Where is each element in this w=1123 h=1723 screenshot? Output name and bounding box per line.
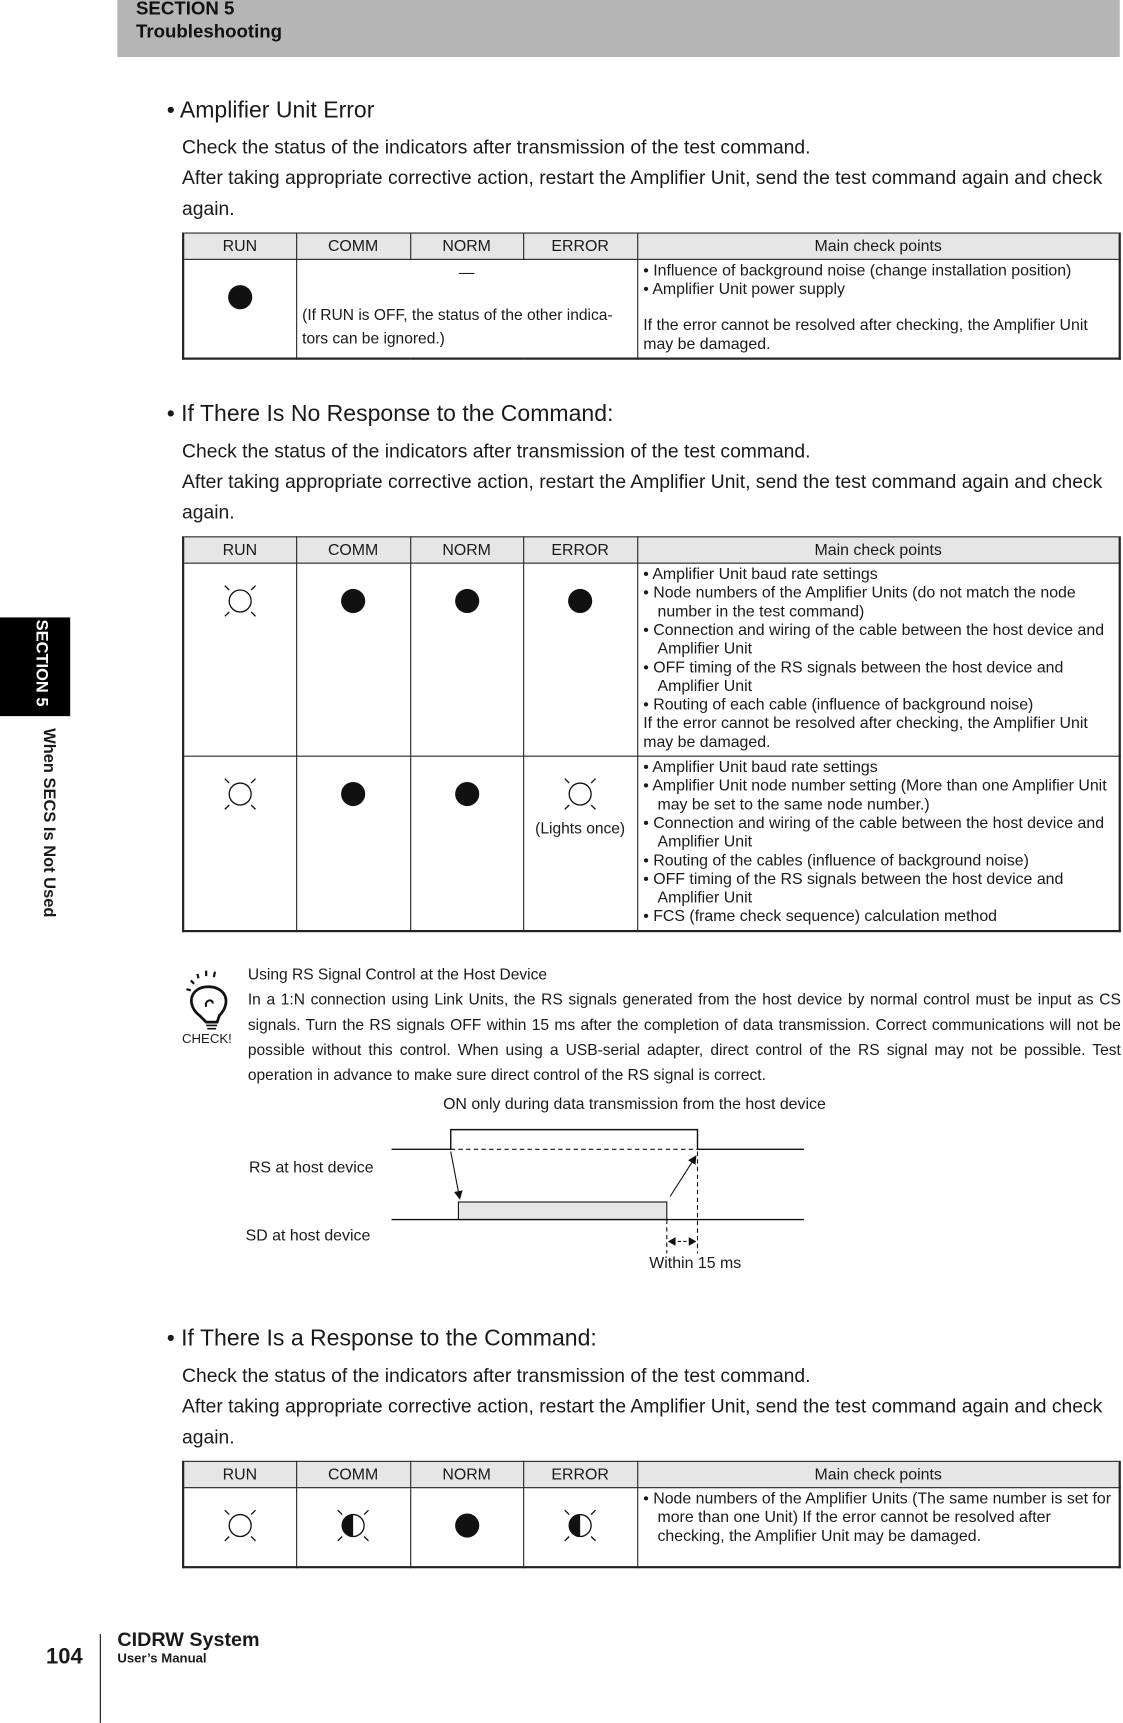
indicator-flash-icon <box>524 1488 637 1549</box>
column-header: ERROR <box>523 233 637 259</box>
indicator-off-icon <box>411 1488 523 1549</box>
comm-indicator-cell <box>296 1488 410 1567</box>
timing-label: Within 15 ms <box>649 1254 742 1273</box>
paragraph: After taking appropriate corrective action, restart the Amplifier Unit, send the test command again and check again. <box>182 470 1103 524</box>
check-point: • Amplifier Unit baud rate settings <box>643 566 1114 585</box>
indicator-on-icon <box>184 1488 295 1549</box>
check-point: • FCS (frame check sequence) calculation method <box>643 908 1114 927</box>
paragraph: After taking appropriate corrective action, restart the Amplifier Unit, send the test command again and check again. <box>182 166 1103 220</box>
note: (If RUN is OFF, the status of the other indica-tors can be ignored.) <box>302 307 613 348</box>
section-heading: • Amplifier Unit Error <box>166 97 375 123</box>
column-header: NORM <box>410 233 523 259</box>
check-points-cell <box>637 1488 1120 1567</box>
column-header: Main check points <box>637 1461 1120 1487</box>
paragraph: Check the status of the indicators after transmission of the test command. <box>182 439 811 462</box>
run-indicator-cell <box>183 1488 296 1567</box>
paragraph: Check the status of the indicators after transmission of the test command. <box>182 1364 811 1387</box>
rs-label: RS at host device <box>248 1159 374 1177</box>
arrow-start <box>451 1152 460 1198</box>
check-point: • OFF timing of the RS signals between the host device and Amplifier Unit <box>643 871 1114 908</box>
column-header: RUN <box>183 233 296 259</box>
table-row <box>183 1488 1120 1567</box>
check-point: • Node numbers of the Amplifier Units (The same number is set for more than one Unit) If the error cannot be resolved after checking, the Amplifier Unit may be damaged. <box>643 1490 1114 1546</box>
arrow-end <box>670 1157 695 1196</box>
side-tab-section: SECTION 5 <box>32 619 51 707</box>
check-point: • Routing of the cables (influence of background noise) <box>643 852 1114 871</box>
sd-signal <box>458 1202 666 1220</box>
side-tab-chapter: When SECS Is Not Used <box>39 728 59 918</box>
check-point: • OFF timing of the RS signals between the host device and Amplifier Unit <box>643 659 1114 696</box>
rs-signal <box>392 1130 804 1150</box>
column-header: Main check points <box>637 233 1120 259</box>
error-indicator-cell <box>523 1488 637 1567</box>
check-point: • Connection and wiring of the cable between the host device and Amplifier Unit <box>643 622 1114 659</box>
paragraph: After taking appropriate corrective action, restart the Amplifier Unit, send the test command again and check again. <box>182 1395 1103 1448</box>
section-heading: • If There Is No Response to the Command: <box>166 401 614 427</box>
check-icon-label: CHECK! <box>182 1030 232 1047</box>
paragraph: Check the status of the indicators after transmission of the test command. <box>182 135 811 158</box>
column-header: Main check points <box>637 537 1120 563</box>
check-point: • Amplifier Unit baud rate settings <box>643 759 1114 778</box>
check-title: Using RS Signal Control at the Host Device <box>247 966 548 984</box>
indicator-flash-icon <box>297 1488 410 1549</box>
column-header: RUN <box>183 1461 296 1487</box>
check-footer: If the error cannot be resolved after checking, the Amplifier Unit may be damaged. <box>643 316 1088 354</box>
check-footer: If the error cannot be resolved after checking, the Amplifier Unit may be damaged. <box>643 715 1088 752</box>
check-point: • Amplifier Unit node number setting (More than one Amplifier Unit may be set to the same node number.) <box>643 778 1114 815</box>
check-point: • Connection and wiring of the cable between the host device and Amplifier Unit <box>643 815 1114 852</box>
column-header: ERROR <box>523 1461 637 1487</box>
column-header: NORM <box>410 537 523 563</box>
check-point: • Node numbers of the Amplifier Units (do not match the node number in the test command) <box>643 585 1114 622</box>
check-point: • Routing of each cable (influence of background noise) <box>643 696 1114 715</box>
column-header: RUN <box>183 537 296 563</box>
column-header: COMM <box>296 1461 410 1487</box>
section-title: Troubleshooting <box>135 20 283 42</box>
dash: — <box>458 264 475 282</box>
column-header: NORM <box>410 1461 523 1487</box>
diagram-top-label: ON only during data transmission from the host device <box>443 1095 826 1114</box>
page-number: 104 <box>46 1645 83 1670</box>
column-header: ERROR <box>523 537 637 563</box>
check-point: • Amplifier Unit power supply <box>643 281 1114 300</box>
section-number: SECTION 5 <box>135 0 235 19</box>
sd-label: SD at host device <box>245 1227 371 1245</box>
norm-indicator-cell <box>410 1488 523 1567</box>
check-point: • Influence of background noise (change installation position) <box>643 262 1114 281</box>
section-body <box>182 1360 1123 1452</box>
section-heading: • If There Is a Response to the Command: <box>166 1325 597 1352</box>
check-body: In a 1:N connection using Link Units, the RS signals generated from the host device by normal control must be input as CS signals. Turn the RS signals OFF within 15 ms after the completion of data transmission. Correct communications will not be possible without this control. When using a USB-serial adapter, direct control of the RS signal may not be possible. Test operation in advance to make sure direct control of the RS signal is correct. <box>247 991 1121 1085</box>
footer-title: CIDRW System <box>117 1628 260 1651</box>
table-header-row <box>183 1461 1120 1487</box>
column-header: COMM <box>296 537 410 563</box>
indicator-table <box>182 1461 1121 1568</box>
column-header: COMM <box>296 233 410 259</box>
footer-divider <box>100 1634 101 1723</box>
footer-subtitle: User’s Manual <box>117 1650 207 1666</box>
lamp-note: (Lights once) <box>535 820 626 838</box>
